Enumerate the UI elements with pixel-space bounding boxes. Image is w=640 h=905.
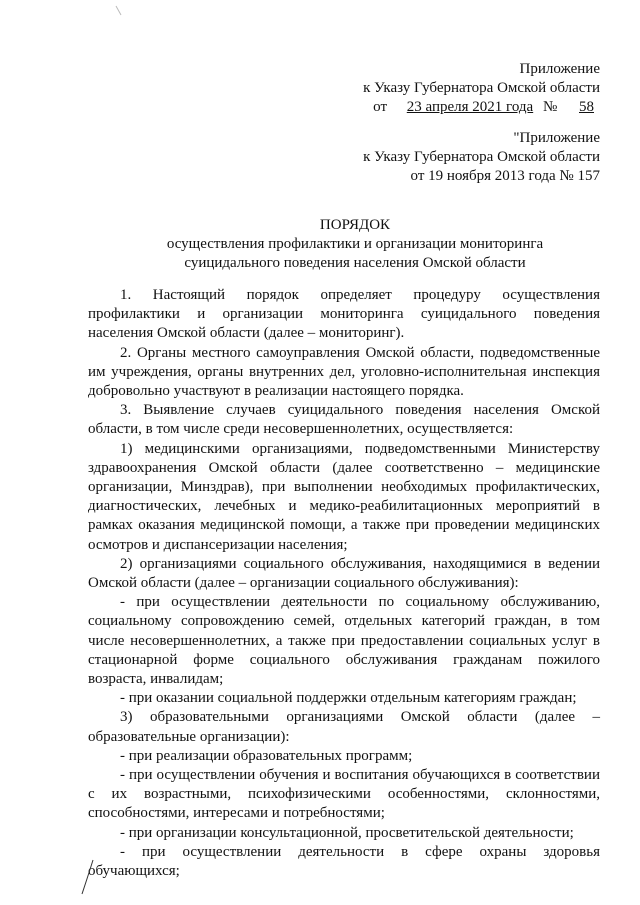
decree-number: 58: [579, 99, 594, 115]
item-education-orgs: 3) образовательными организациями Омской области (далее – образовательные организации):: [88, 709, 600, 745]
subitem-edu-consulting: - при организации консультационной, просветительской деятельности;: [120, 824, 574, 841]
appendix-date-line: [373, 98, 600, 116]
date-prefix: от: [373, 99, 388, 115]
subitem-social-support: - при оказании социальной поддержки отдельным категориям граждан;: [120, 690, 577, 707]
title-sub-2: суицидального поведения населения Омской области: [184, 255, 526, 271]
appendix-decree-ref: к Указу Губернатора Омской области: [363, 80, 600, 96]
subitem-social-service: - при осуществлении деятельности по социальному обслуживанию, социальному сопровождению семей, отдельных категорий граждан, в том числе несовершеннолетних, а также при предоставлении социальных услуг в стационарной форме социального обслуживания гражданам пожилого возраста, инвалидам;: [88, 594, 600, 688]
scan-speck: [114, 4, 126, 18]
item-medical-orgs: 1) медицинскими организациями, подведомственными Министерству здравоохранения Омской области (далее соответственно – медицинские организации, Минздрав), при выполнении необходимых профилактических, диагностических, лечебных и медико-реабилитационных мероприятий в рамках оказания медицинской помощи, а также при проведении медицинских осмотров и диспансеризации населения;: [88, 440, 600, 553]
title-sub-1: осуществления профилактики и организации мониторинга: [166, 236, 544, 252]
prev-appendix-date: от 19 ноября 2013 года № 157: [410, 168, 600, 184]
subitem-edu-health: - при осуществлении деятельности в сфере охраны здоровья обучающихся;: [88, 843, 600, 880]
subitem-edu-training: - при осуществлении обучения и воспитания обучающихся в соответствии с их возрастными, психофизическими особенностями, склонностями, способностями, интересами и потребностями;: [88, 767, 600, 822]
decree-date: 23 апреля 2021 года: [406, 99, 534, 115]
number-sign: №: [542, 99, 558, 115]
document-body: [88, 286, 600, 881]
subitem-edu-programs: - при реализации образовательных программ;: [120, 747, 413, 764]
title-main: ПОРЯДОК: [319, 217, 391, 233]
prev-appendix-label: "Приложение: [513, 130, 600, 146]
paragraph-1: 1. Настоящий порядок определяет процедуру осуществления профилактики и организации мониторинга суицидального поведения населения Омской области (далее – мониторинг).: [88, 287, 600, 342]
prev-appendix-decree-ref: к Указу Губернатора Омской области: [363, 149, 600, 165]
paragraph-2: 2. Органы местного самоуправления Омской области, подведомственные им учреждения, органы внутренних дел, уголовно-исполнительная инспекция добровольно участвуют в реализации настоящего порядка.: [88, 344, 600, 400]
pen-mark: [78, 858, 98, 898]
document-title: [0, 216, 640, 273]
appendix-label: Приложение: [519, 61, 600, 77]
paragraph-3: 3. Выявление случаев суицидального поведения населения Омской области, в том числе среди несовершеннолетних, осуществляется:: [88, 402, 600, 438]
item-social-orgs: 2) организациями социального обслуживания, находящимися в ведении Омской области (далее – организации социального обслуживания):: [88, 555, 600, 592]
